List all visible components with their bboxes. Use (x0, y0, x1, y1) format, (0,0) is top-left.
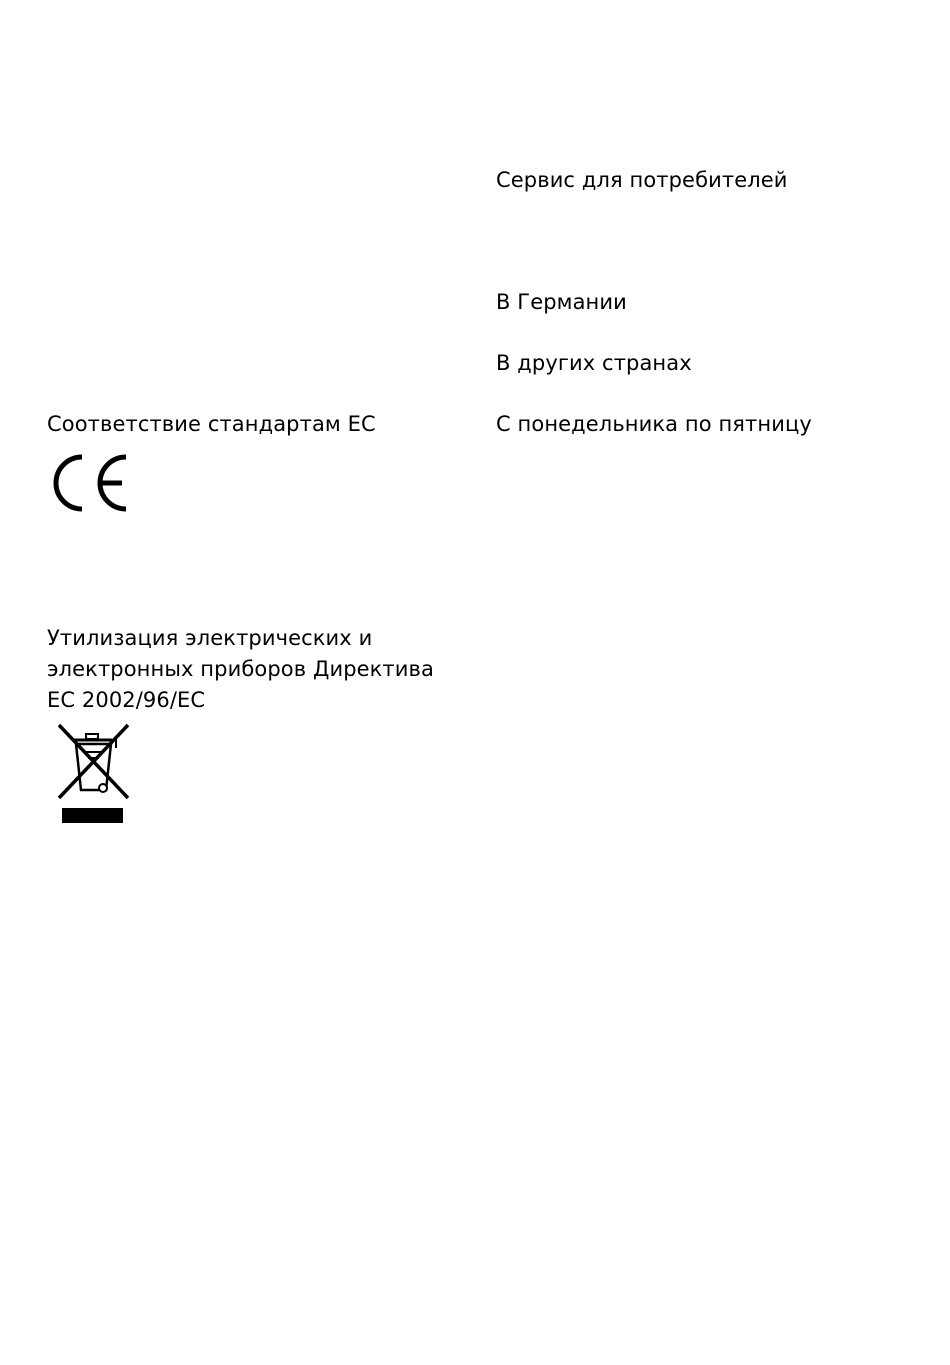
eu-conformity-heading: Соответствие стандартам ЕС (47, 412, 376, 436)
weee-line-2: электронных приборов Директива (47, 657, 434, 681)
customer-service-heading: Сервис для потребителей (496, 168, 788, 192)
ce-mark-icon (52, 453, 132, 513)
germany-label: В Германии (496, 290, 627, 314)
weee-line-1: Утилизация электрических и (47, 626, 373, 650)
business-hours-label: С понедельника по пятницу (496, 412, 812, 436)
other-countries-label: В других странах (496, 351, 692, 375)
weee-line-3: ЕС 2002/96/ЕС (47, 688, 206, 712)
crossed-out-wheelie-bin-icon (56, 722, 132, 824)
weee-disposal-text (47, 623, 434, 716)
